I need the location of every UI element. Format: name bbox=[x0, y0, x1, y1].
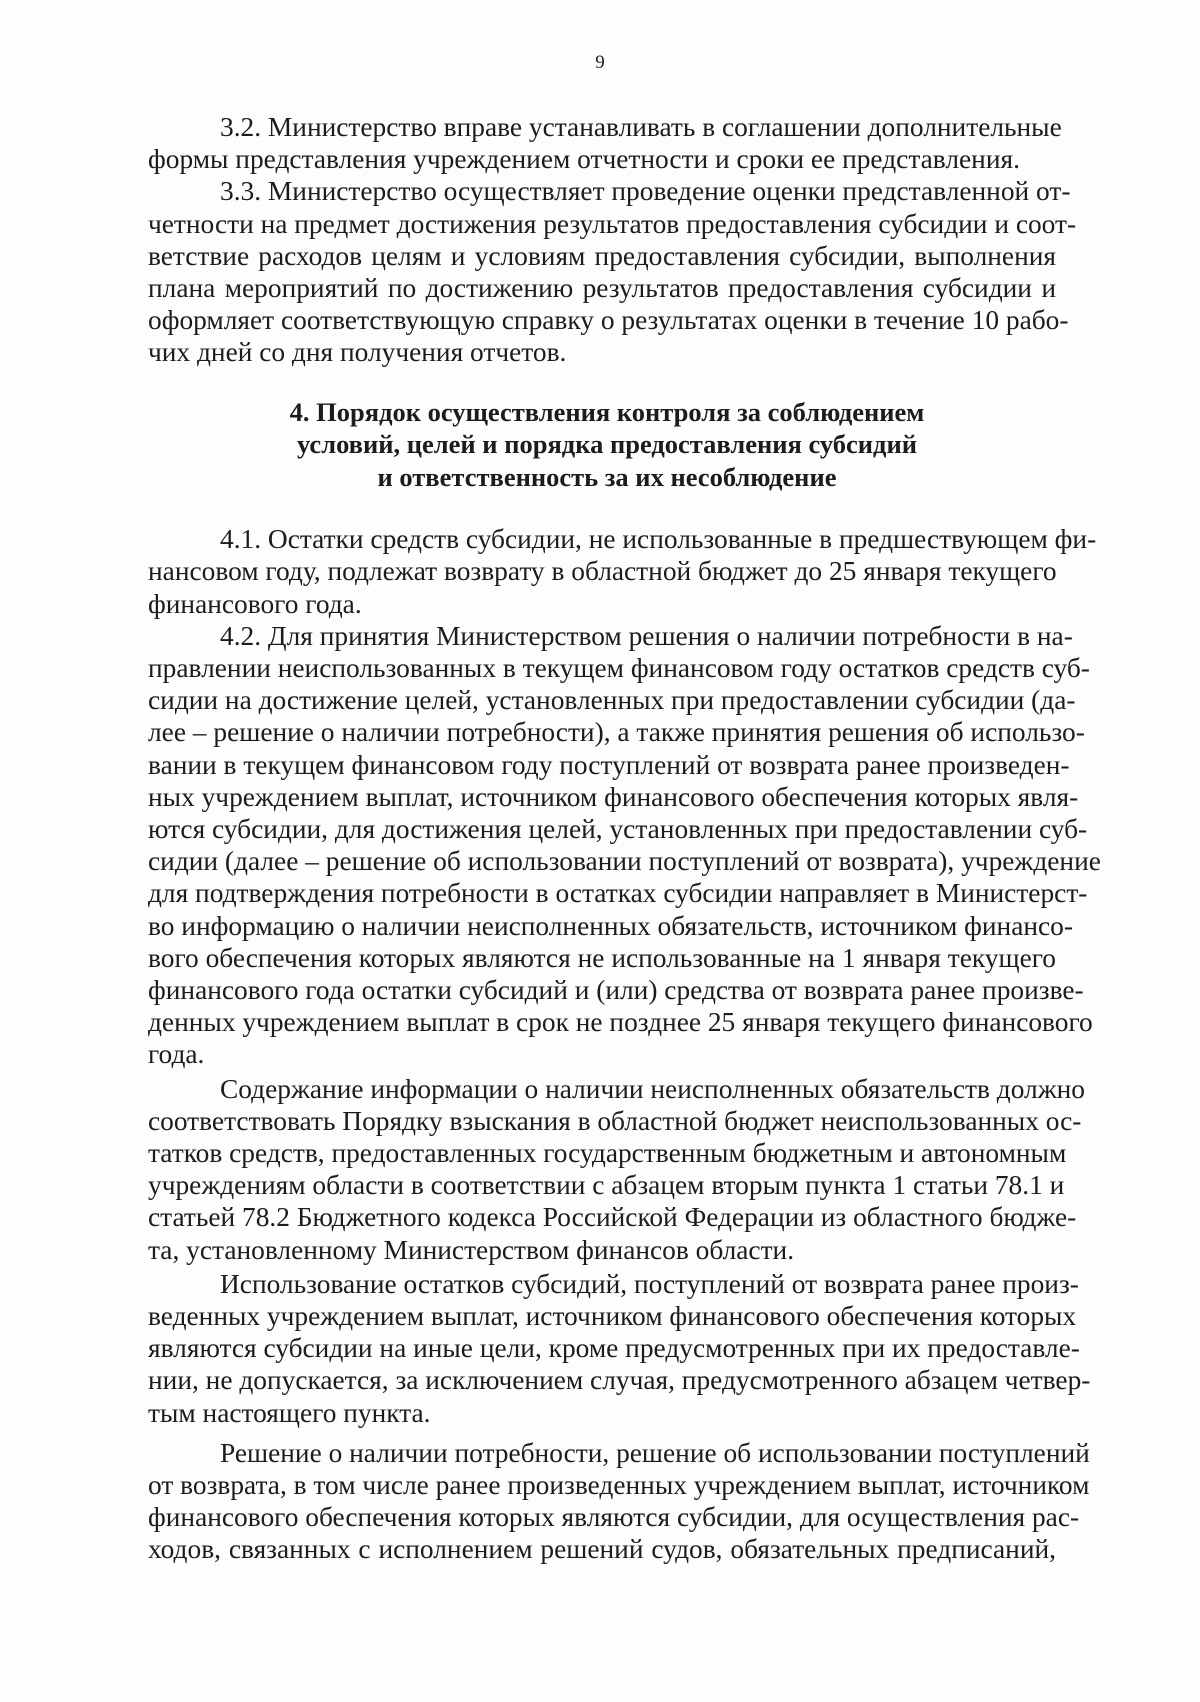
text-line: нансовом году, подлежат возврату в областной бюджет до 25 января текущего bbox=[148, 556, 1057, 587]
text-line: денных учреждением выплат в срок не позднее 25 января текущего финансового bbox=[148, 1007, 1093, 1038]
text-line: правлении неиспользованных в текущем финансовом году остатков средств суб- bbox=[148, 652, 1090, 683]
paragraph-3-3 bbox=[148, 175, 1077, 368]
paragraph-4-2 bbox=[148, 620, 1101, 1071]
text-line: тым настоящего пункта. bbox=[148, 1397, 431, 1428]
text-line: ных учреждением выплат, источником финансового обеспечения которых явля- bbox=[148, 781, 1079, 812]
text-line: ходов, связанных с исполнением решений судов, обязательных предписаний, bbox=[148, 1534, 1056, 1565]
text-line: ются субсидии, для достижения целей, установленных при предоставлении суб- bbox=[148, 813, 1088, 844]
text-line: сидии (далее – решение об использовании поступлений от возврата), учреждение bbox=[148, 846, 1101, 877]
text-line: соответствовать Порядку взыскания в областной бюджет неиспользованных ос- bbox=[148, 1105, 1082, 1136]
text-line: формы представления учреждением отчетности и сроки ее представления. bbox=[148, 144, 1020, 175]
paragraph-3-2 bbox=[148, 111, 1062, 175]
text-line: плана мероприятий по достижению результатов предоставления субсидии и bbox=[148, 273, 1056, 304]
text-line: финансового года остатки субсидий и (или) средства от возврата ранее произве- bbox=[148, 974, 1084, 1005]
text-line: ветствие расходов целям и условиям предоставления субсидии, выполнения bbox=[148, 240, 1056, 271]
text-line: 3.3. Министерство осуществляет проведение оценки представленной от- bbox=[220, 176, 1071, 207]
text-line: для подтверждения потребности в остатках субсидии направляет в Министерст- bbox=[148, 878, 1088, 909]
page-number: 9 bbox=[595, 52, 605, 73]
text-line: нии, не допускается, за исключением случая, предусмотренного абзацем четвер- bbox=[148, 1365, 1091, 1396]
text-line: от возврата, в том числе ранее произведенных учреждением выплат, источником bbox=[148, 1470, 1090, 1501]
text-line: оформляет соответствующую справку о результатах оценки в течение 10 рабо- bbox=[148, 305, 1069, 336]
text-line: Использование остатков субсидий, поступлений от возврата ранее произ- bbox=[220, 1268, 1079, 1299]
text-line: четности на предмет достижения результатов предоставления субсидии и соот- bbox=[148, 208, 1077, 239]
paragraph-usage bbox=[148, 1268, 1091, 1429]
paragraph-4-1 bbox=[148, 523, 1097, 620]
text-line: года. bbox=[148, 1039, 205, 1070]
text-line: 3.2. Министерство вправе устанавливать в соглашении дополнительные bbox=[220, 112, 1062, 142]
paragraph-decision bbox=[148, 1437, 1090, 1566]
text-line: учреждениям области в соответствии с абзацем вторым пункта 1 статьи 78.1 и bbox=[148, 1170, 1065, 1201]
heading-line: 4. Порядок осуществления контроля за соблюдением bbox=[289, 396, 925, 427]
text-line: во информацию о наличии неисполненных обязательств, источником финансо- bbox=[148, 910, 1073, 941]
text-line: являются субсидии на иные цели, кроме предусмотренных при их предоставле- bbox=[148, 1333, 1080, 1364]
text-line: веденных учреждением выплат, источником финансового обеспечения которых bbox=[148, 1301, 1077, 1331]
text-line: татков средств, предоставленных государственным бюджетным и автономным bbox=[148, 1137, 1067, 1168]
text-line: статьей 78.2 Бюджетного кодекса Российской Федерации из областного бюдже- bbox=[148, 1202, 1077, 1233]
heading-line: и ответственность за их несоблюдение bbox=[377, 461, 837, 492]
text-line: вании в текущем финансовом году поступлений от возврата ранее произведен- bbox=[148, 749, 1070, 780]
text-line: 4.1. Остатки средств субсидии, не использованные в предшествующем фи- bbox=[220, 524, 1097, 555]
document-body bbox=[148, 111, 1101, 1566]
text-line: та, установленному Министерством финансов области. bbox=[148, 1234, 795, 1265]
text-line: финансового года. bbox=[148, 588, 362, 619]
section-4-heading bbox=[148, 396, 1056, 494]
text-line: Решение о наличии потребности, решение об использовании поступлений bbox=[220, 1437, 1090, 1468]
text-line: 4.2. Для принятия Министерством решения о наличии потребности в на- bbox=[220, 620, 1073, 651]
text-line: сидии на достижение целей, установленных при предоставлении субсидии (да- bbox=[148, 685, 1076, 716]
text-line: вого обеспечения которых являются не использованные на 1 января текущего bbox=[148, 942, 1056, 973]
paragraph-content-info bbox=[148, 1073, 1085, 1266]
text-line: лее – решение о наличии потребности), а также принятия решения об использо- bbox=[148, 717, 1085, 748]
heading-line: условий, целей и порядка предоставления субсидий bbox=[297, 429, 917, 460]
text-line: финансового обеспечения которых являются субсидии, для осуществления рас- bbox=[148, 1502, 1080, 1533]
text-line: чих дней со дня получения отчетов. bbox=[148, 337, 567, 368]
text-line: Содержание информации о наличии неисполненных обязательств должно bbox=[220, 1073, 1085, 1104]
